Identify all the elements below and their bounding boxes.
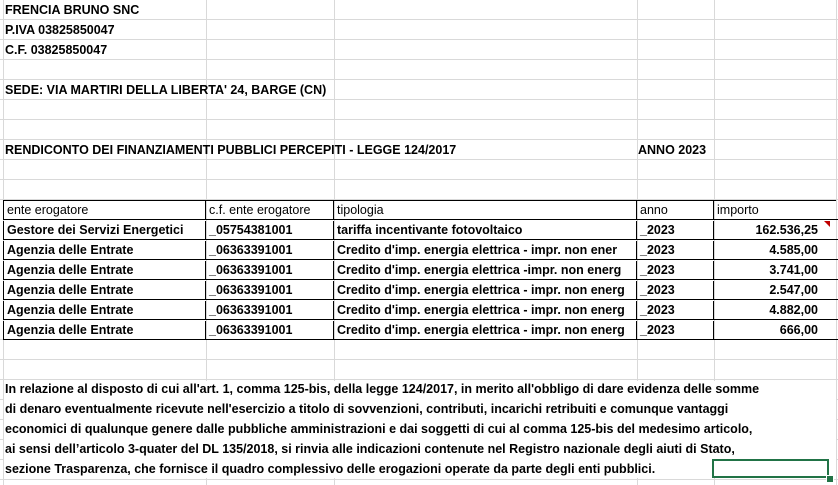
fill-handle[interactable] [826, 475, 834, 483]
cell-tipologia[interactable]: Credito d'imp. energia elettrica - impr. non energ [334, 321, 637, 340]
cell-ente[interactable]: Agenzia delle Entrate [3, 301, 206, 320]
cell-anno[interactable]: _2023 [637, 221, 714, 240]
cell-tipologia[interactable]: tariffa incentivante fotovoltaico [334, 221, 637, 240]
cell-anno[interactable]: _2023 [637, 261, 714, 280]
cell-tipologia[interactable]: Credito d'imp. energia elettrica - impr. non energ [334, 281, 637, 300]
header-ente[interactable]: ente erogatore [3, 201, 206, 220]
gridline [0, 39, 838, 40]
comment-indicator-icon[interactable] [824, 221, 830, 227]
note-line[interactable]: sezione Trasparenza, che fornisce il quadro complessivo delle erogazioni operate da parte degli enti pubblici. [5, 462, 656, 476]
note-line[interactable]: di denaro eventualmente ricevute nell'esercizio a titolo di sovvenzioni, contributi, incarichi retribuiti e comunque vantaggi [5, 402, 729, 416]
header-anno[interactable]: anno [637, 201, 714, 220]
cell-importo[interactable]: 162.536,25 [714, 221, 838, 240]
company-piva[interactable]: P.IVA 03825850047 [5, 23, 115, 37]
cell-ente[interactable]: Gestore dei Servizi Energetici [3, 221, 206, 240]
header-importo[interactable]: importo [714, 201, 838, 220]
cell-cf[interactable]: _06363391001 [206, 261, 334, 280]
company-cf[interactable]: C.F. 03825850047 [5, 43, 108, 57]
report-year[interactable]: ANNO 2023 [638, 143, 707, 157]
cell-anno[interactable]: _2023 [637, 281, 714, 300]
cell-cf[interactable]: _05754381001 [206, 221, 334, 240]
company-name[interactable]: FRENCIA BRUNO SNC [5, 3, 140, 17]
cell-importo[interactable]: 3.741,00 [714, 261, 838, 280]
cell-tipologia[interactable]: Credito d'imp. energia elettrica - impr. non energ [334, 301, 637, 320]
gridline [0, 479, 838, 480]
gridline [0, 59, 838, 60]
gridline [0, 179, 838, 180]
cell-anno[interactable]: _2023 [637, 301, 714, 320]
note-line[interactable]: ai sensi dell’articolo 3-quater del DL 135/2018, si rinvia alle indicazioni contenute nel Registro nazionale degli aiuti di Stato, [5, 442, 735, 456]
cell-importo[interactable]: 4.585,00 [714, 241, 838, 260]
cell-tipologia[interactable]: Credito d'imp. energia elettrica -impr. non energ [334, 261, 637, 280]
cell-cf[interactable]: _06363391001 [206, 321, 334, 340]
gridline [0, 119, 838, 120]
cell-ente[interactable]: Agenzia delle Entrate [3, 241, 206, 260]
cell-tipologia[interactable]: Credito d'imp. energia elettrica - impr. non ener [334, 241, 637, 260]
report-title[interactable]: RENDICONTO DEI FINANZIAMENTI PUBBLICI PERCEPITI - LEGGE 124/2017 [5, 143, 457, 157]
cell-anno[interactable]: _2023 [637, 241, 714, 260]
cell-ente[interactable]: Agenzia delle Entrate [3, 281, 206, 300]
cell-cf[interactable]: _06363391001 [206, 241, 334, 260]
cell-importo[interactable]: 666,00 [714, 321, 838, 340]
note-line[interactable]: economici di qualunque genere dalle pubbliche amministrazioni e dai soggetti di cui al comma 125-bis del medesimo articolo, [5, 422, 753, 436]
note-line[interactable]: In relazione al disposto di cui all'art. 1, comma 125-bis, della legge 124/2017, in merito all'obbligo di dare evidenza delle somme [5, 382, 760, 396]
company-sede[interactable]: SEDE: VIA MARTIRI DELLA LIBERTA' 24, BARGE (CN) [5, 83, 327, 97]
cell-ente[interactable]: Agenzia delle Entrate [3, 321, 206, 340]
cell-ente[interactable]: Agenzia delle Entrate [3, 261, 206, 280]
cell-cf[interactable]: _06363391001 [206, 281, 334, 300]
gridline [0, 359, 838, 360]
cell-anno[interactable]: _2023 [637, 321, 714, 340]
cell-importo[interactable]: 4.882,00 [714, 301, 838, 320]
cell-importo[interactable]: 2.547,00 [714, 281, 838, 300]
selected-cell[interactable] [712, 459, 829, 478]
header-cf[interactable]: c.f. ente erogatore [206, 201, 334, 220]
header-tipologia[interactable]: tipologia [334, 201, 637, 220]
cell-cf[interactable]: _06363391001 [206, 301, 334, 320]
